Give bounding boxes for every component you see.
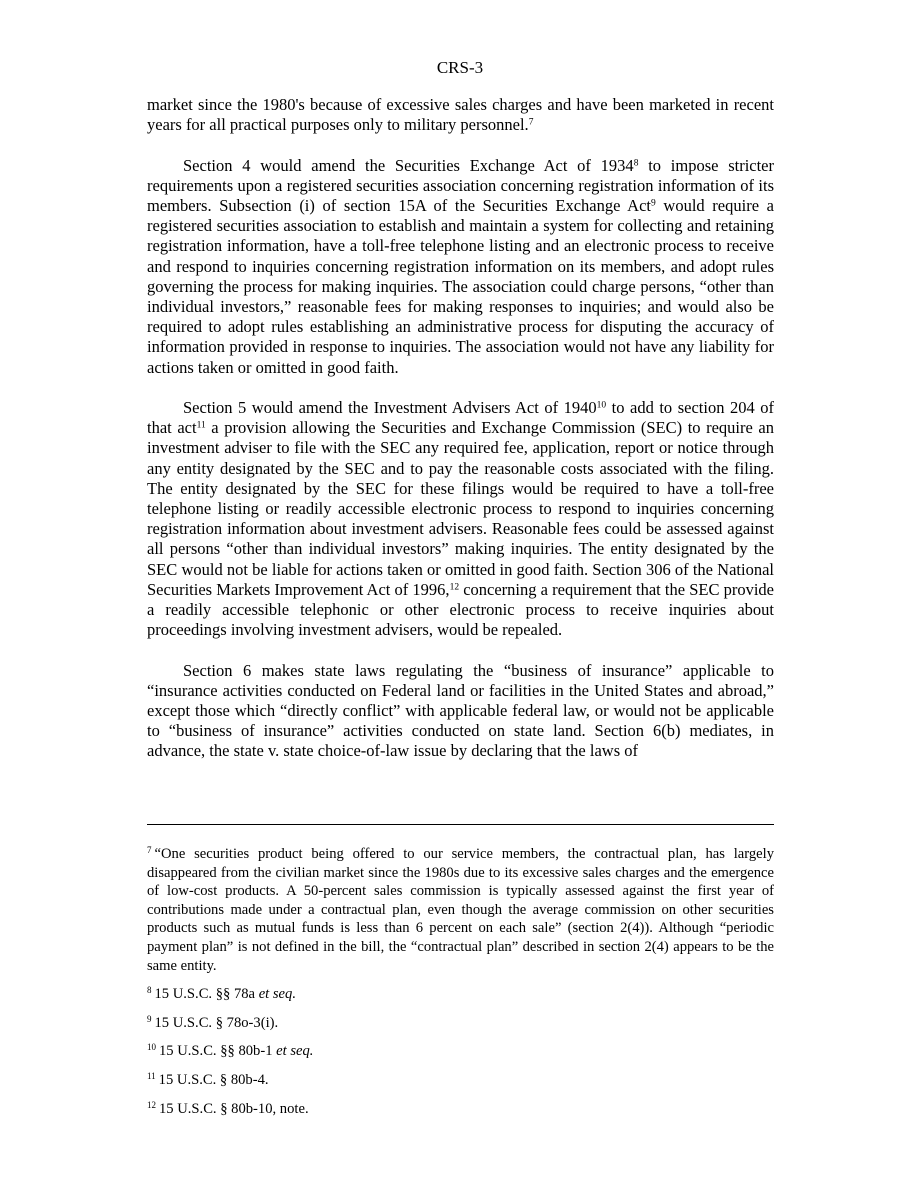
footnote-ref-11: 11: [196, 420, 206, 431]
footnote-text: 15 U.S.C. §§ 78a: [154, 986, 259, 1003]
footnote: [147, 1042, 774, 1061]
footnote-ref-8: 8: [633, 157, 639, 168]
footnote-ref-12: 12: [449, 582, 460, 593]
paragraph-section-6: Section 6 makes state laws regulating the “business of insurance” applicable to “insurance activities conducted on Federal land or facilities in the United States and abroad,” except those which “directly conflict” with applicable federal law, or would not be applicable to “business of insurance” activities conducted on state land. Section 6(b) mediates, in advance, the state v. state choice-of-law issue by declaring that the laws of: [147, 660, 774, 761]
footnote: [147, 845, 774, 975]
paragraph-section-5-text-a: Section 5 would amend the Investment Advisers Act of 1940: [183, 398, 597, 418]
paragraph-section-5-text-b: to add to section 204 of that act: [147, 398, 774, 438]
paragraph-section-5-text-c: a provision allowing the Securities and Exchange Commission (SEC) to require an investment adviser to file with the SEC any required fee, application, report or notice through any entity designated by the SEC and to pay the reasonable costs associated with the filing. The entity designated by the SEC for these filings would be required to have a toll-free telephone listing or readily accessible electronic process to respond to inquiries concerning registration information about investment advisers. Reasonable fees could be assessed against all persons “other than individual investors” making inquiries. The entity designated by the SEC would not be liable for actions taken or omitted in good faith. Section 306 of the National Securities Markets Improvement Act of 1996,: [147, 418, 774, 599]
footnote-number: 12: [147, 1099, 156, 1110]
footnote-ref-7: 7: [528, 117, 534, 128]
paragraph-1: [147, 95, 774, 135]
page-header: CRS-3: [436, 58, 484, 77]
footnote-text: 15 U.S.C. § 80b-10, note.: [159, 1100, 309, 1117]
paragraph-section-5-text-d: concerning a requirement that the SEC provide a readily accessible telephonic or other electronic process to receive inquiries about proceedings involving investment advisers, would be repealed.: [147, 579, 774, 640]
footnote: [147, 1014, 774, 1033]
footnote-number: 10: [147, 1042, 156, 1053]
footnote-text: 15 U.S.C. § 78o-3(i).: [154, 1014, 279, 1031]
footnote-divider: [147, 824, 774, 825]
footnote-ref-9: 9: [651, 198, 656, 209]
paragraph-section-4-text-c: would require a registered securities association to establish and maintain a system for collecting and retaining registration information, have a toll-free telephone listing and an electronic process to receive and respond to inquiries concerning registration information on its members, and adopt rules governing the process for making inquiries. The association could charge persons, “other than individual investors,” reasonable fees for making responses to inquiries; and would also be required to adopt rules establishing an administrative process for disputing the accuracy of information provided in response to inquiries. The association would not have any liability for actions taken or omitted in good faith.: [147, 196, 774, 377]
paragraph-section-4-text-a: Section 4 would amend the Securities Exchange Act of 1934: [183, 155, 634, 175]
footnotes: [147, 845, 774, 1128]
footnote-number: 11: [147, 1071, 156, 1081]
footnote-italic: et seq.: [258, 986, 296, 1003]
paragraph-section-4-text-b: to impose stricter requirements upon a registered securities association concerning registration information of its members. Subsection (i) of section 15A of the Securities Exchange Act: [147, 155, 775, 215]
footnote: [147, 1071, 774, 1090]
footnote: [147, 985, 774, 1004]
footnote-text: 15 U.S.C. §§ 80b-1: [159, 1043, 277, 1060]
footnote-number: 9: [147, 1013, 152, 1024]
footnote-number: 8: [147, 985, 152, 996]
paragraph-section-4: [147, 156, 774, 378]
footnote-ref-10: 10: [596, 400, 607, 411]
paragraph-section-5: [147, 398, 774, 640]
body-text: [147, 95, 774, 782]
footnote-text: 15 U.S.C. § 80b-4.: [158, 1071, 269, 1088]
footnote: [147, 1100, 774, 1119]
footnote-number: 7: [147, 845, 152, 856]
footnote-italic: et seq.: [276, 1043, 314, 1060]
footnote-text: “One securities product being offered to our service members, the contractual plan, has largely disappeared from the civilian market since the 1980s due to its excessive sales charges and the emergence of low-cost products. A 50-percent sales commission is typically assessed against the first year of contributions made under a contractual plan, even though the average commission on other securities products such as mutual funds is less than 6 percent on each sale” (section 2(4)). Although “periodic payment plan” is not defined in the bill, the “contractual plan” described in section 2(4) appears to be the same entity.: [147, 846, 774, 974]
paragraph-1-text: market since the 1980's because of excessive sales charges and have been marketed in recent years for all practical purposes only to military personnel.: [147, 95, 774, 135]
